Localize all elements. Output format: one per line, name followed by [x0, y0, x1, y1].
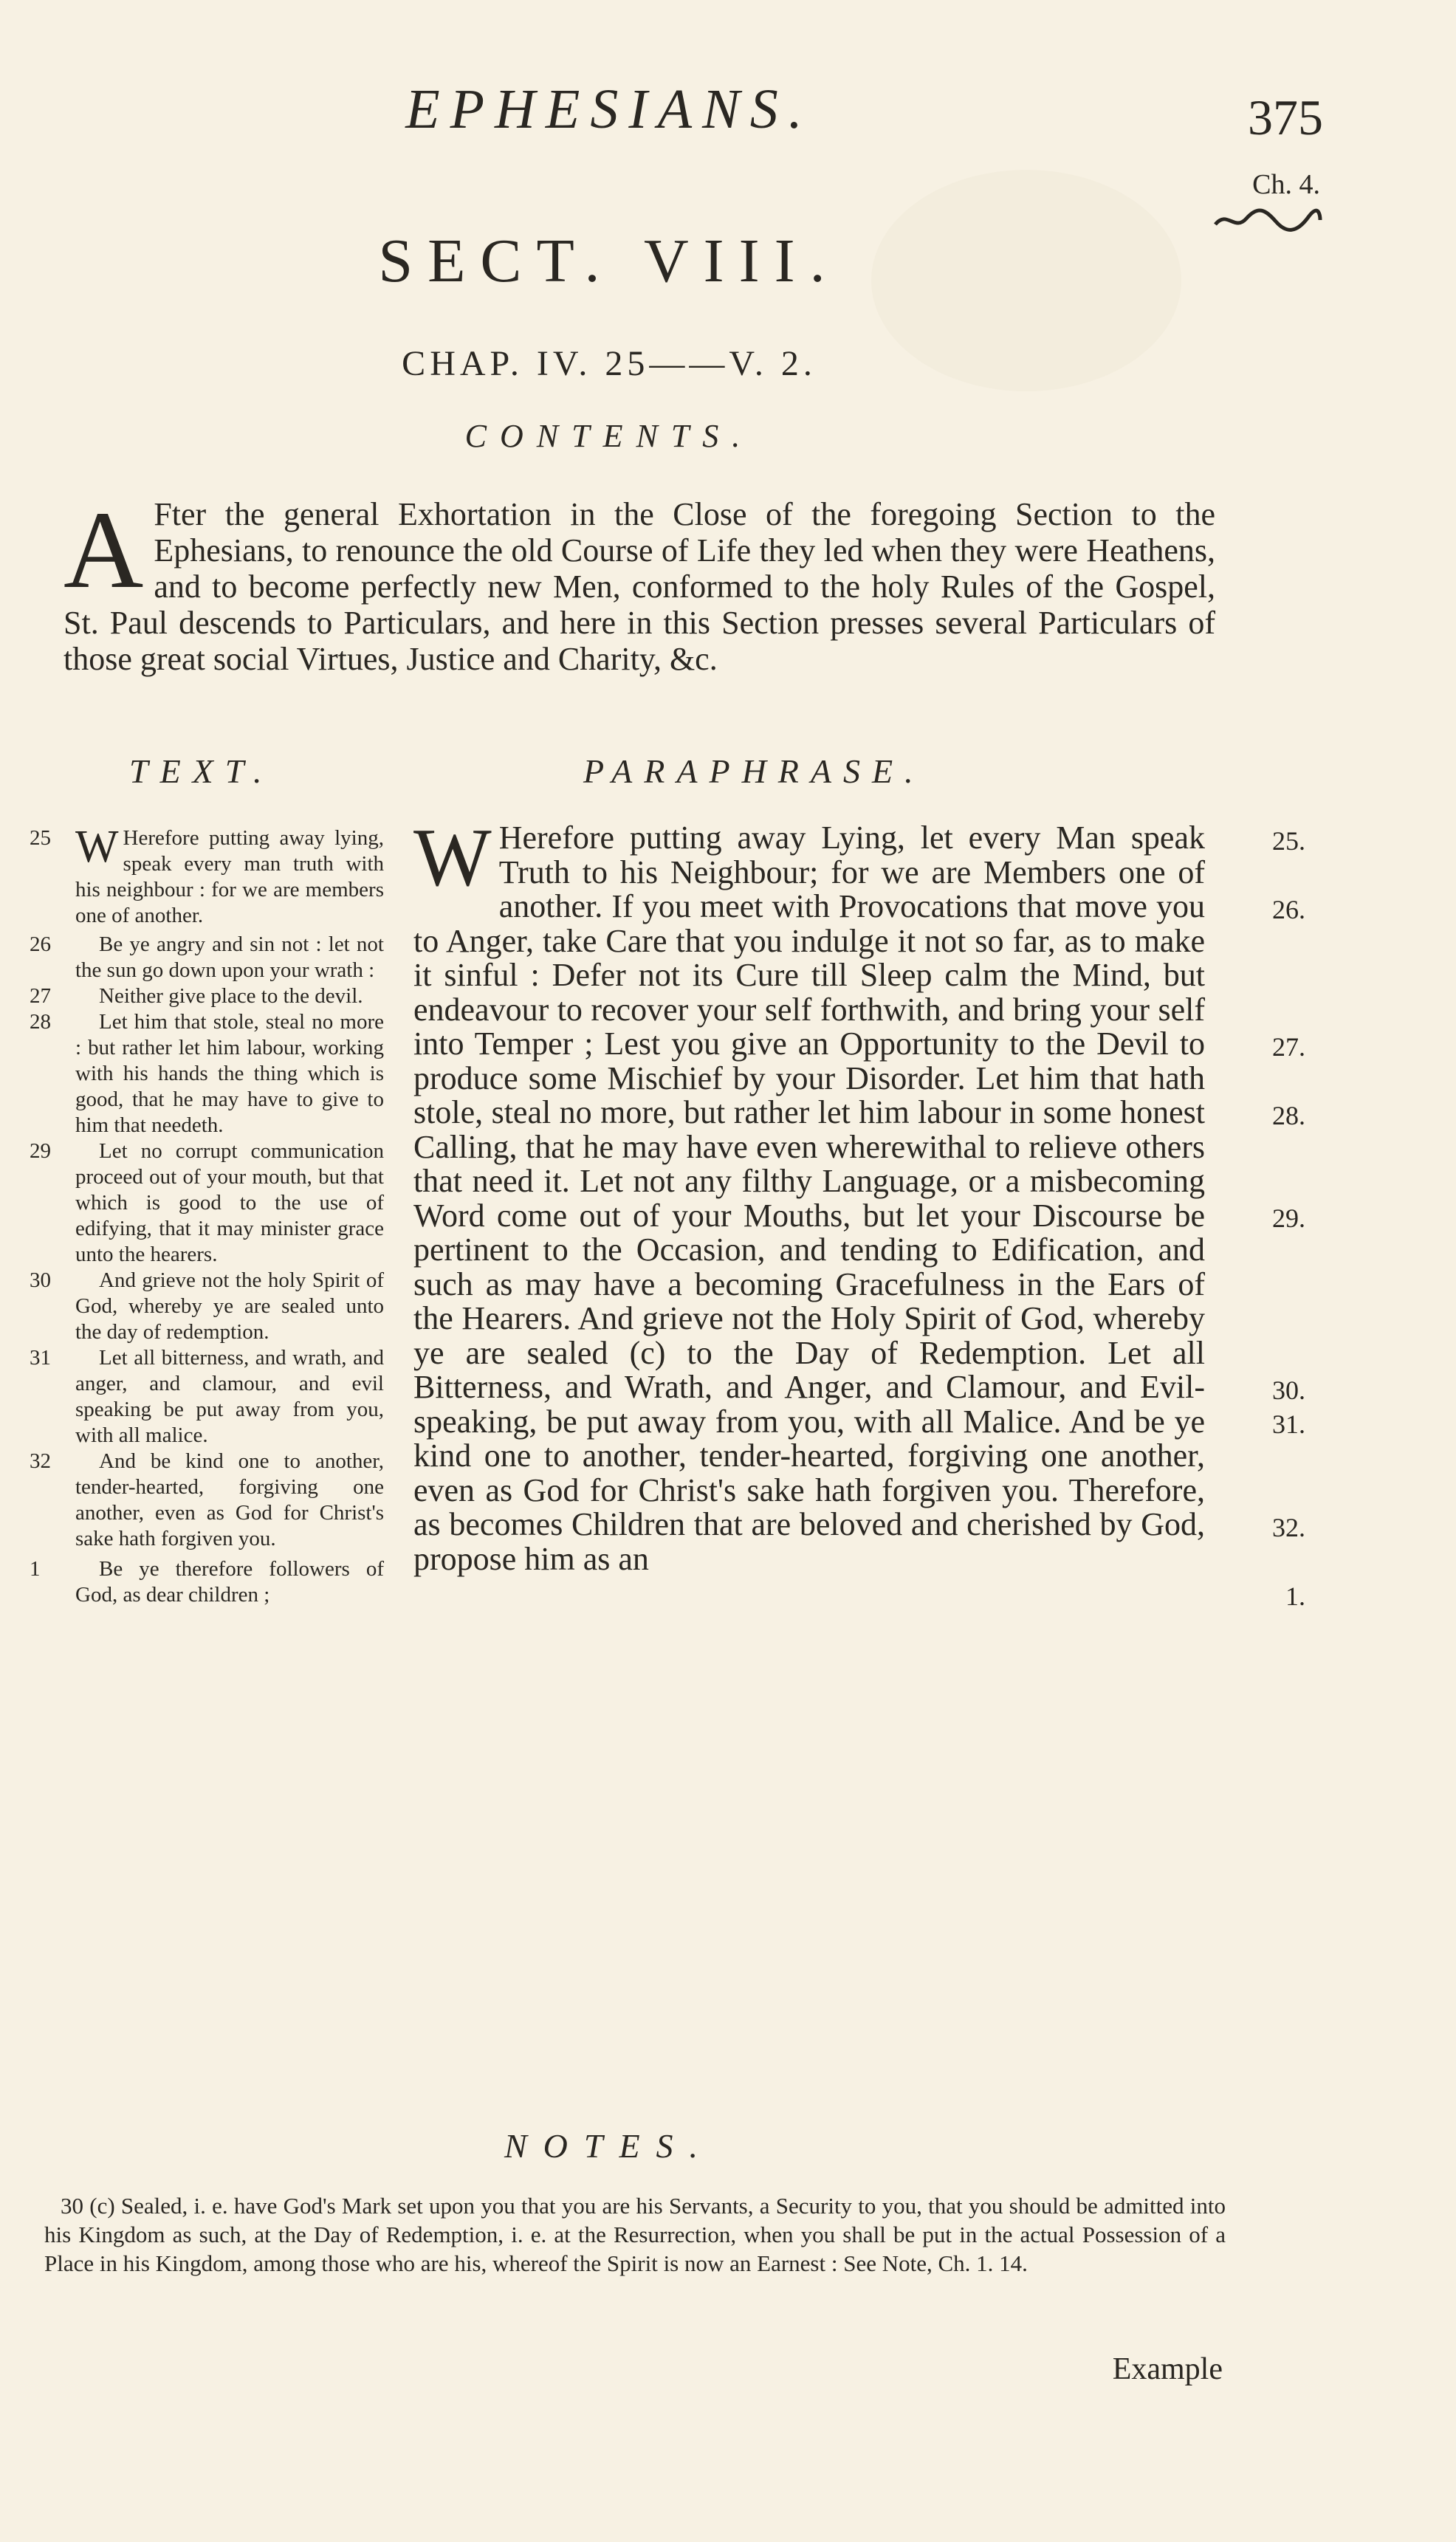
- verse-number: 31: [30, 1346, 51, 1370]
- verse-text: And grieve not the holy Spirit of God, whereby ye are sealed unto the day of redemption.: [75, 1268, 384, 1344]
- verse: [30, 1268, 384, 1345]
- page-number: 375: [1248, 89, 1323, 145]
- margin-verse-number: 31.: [1272, 1409, 1305, 1439]
- contents-dropcap: A: [63, 489, 144, 611]
- paraphrase-column-heading: PARAPHRASE.: [583, 752, 925, 790]
- verse: [30, 1449, 384, 1552]
- running-title: EPHESIANS.: [405, 78, 813, 140]
- margin-verse-number: 29.: [1272, 1203, 1305, 1233]
- paraphrase-column: [413, 812, 1205, 1577]
- catchword: Example: [1112, 2352, 1223, 2386]
- verse-text: Herefore putting away lying, speak every man truth with his neighbour : for we are members one of another.: [75, 826, 384, 927]
- notes-heading: NOTES.: [504, 2127, 715, 2165]
- margin-verse-number: 32.: [1272, 1513, 1305, 1542]
- verse-text: And be kind one to another, tender-hearted, forgiving one another, even as God for Christ's sake hath forgiven you.: [75, 1449, 384, 1550]
- verse-text: Be ye therefore followers of God, as dear children ;: [75, 1557, 384, 1607]
- footnote-c: 30 (c) Sealed, i. e. have God's Mark set upon you that you are his Servants, a Security to you, that you should be admitted into his Kingdom as such, at the Day of Redemption, i. e. at the Resurrection, when you shall be put in the actual Possession of a Place in his Kingdom, among those who are his, whereof the Spirit is now an Earnest : See Note, Ch. 1. 14.: [44, 2193, 1226, 2276]
- verse-text: Neither give place to the devil.: [99, 984, 363, 1008]
- verse-number: 1: [30, 1557, 41, 1581]
- verse-number: 32: [30, 1449, 51, 1473]
- verse-number: 29: [30, 1139, 51, 1163]
- section-title: SECT. VIII.: [378, 227, 840, 295]
- verse: [30, 932, 384, 983]
- verse: [30, 1345, 384, 1449]
- verse: [30, 822, 384, 929]
- verse-text: Let no corrupt communication proceed out of your mouth, but that which is good to the use of edifying, that it may minister grace unto the hearers.: [75, 1139, 384, 1266]
- margin-verse-number: 26.: [1272, 895, 1305, 924]
- verse: [30, 1556, 384, 1608]
- contents-heading: CONTENTS.: [464, 418, 754, 454]
- contents-summary: [63, 489, 1215, 677]
- verse-number: 28: [30, 1010, 51, 1034]
- paraphrase-dropcap: W: [413, 812, 492, 904]
- verse-text: Be ye angry and sin not : let not the sun go down upon your wrath :: [75, 932, 384, 982]
- verse-number: 27: [30, 984, 51, 1008]
- margin-verse-number: 25.: [1272, 826, 1305, 856]
- verse-number: 30: [30, 1268, 51, 1292]
- paraphrase-text: Herefore putting away Lying, let every Man speak Truth to his Neighbour; for we are Members one of another. If you meet with Provocations that move you to Anger, take Care that you indulge it not so far, as to make it sinful : Defer not its Cure till Sleep calm the Mind, but endeavour to recover your self forthwith, and bring your self into Temper ; Lest you give an Opportunity to the Devil to produce some Mischief by your Disorder. Let him that hath stole, steal no more, but rather let him labour in some honest Calling, that he may have even wherewithal to relieve others that need it. Let not any filthy Language, or a misbecoming Word come out of your Mouths, but let your Discourse be pertinent to the Occasion, and tending to Edification, and such as may have a becoming Gracefulness in the Ears of the Hearers. And grieve not the Holy Spirit of God, whereby ye are sealed (c) to the Day of Redemption. Let all Bitterness, and Wrath, and Anger, and Clamour, and Evil-speaking, be put away from you, with all Malice. And be ye kind one to another, tender-hearted, forgiving one another, even as God for Christ's sake hath forgiven you. Therefore, as becomes Children that are beloved and cherished by God, propose him as an: [413, 820, 1205, 1577]
- verse-number: 26: [30, 932, 51, 956]
- verse-text: Let all bitterness, and wrath, and anger, and clamour, and evil speaking be put away from you, with all malice.: [75, 1346, 384, 1447]
- verse: [30, 1138, 384, 1268]
- chapter-reference: Ch. 4.: [1252, 169, 1320, 200]
- verse-number: 25: [30, 826, 51, 850]
- margin-verse-number: 1.: [1285, 1581, 1305, 1611]
- verse: [30, 983, 384, 1009]
- margin-verse-number: 30.: [1272, 1375, 1305, 1405]
- contents-text: Fter the general Exhortation in the Close of the foregoing Section to the Ephesians, to renounce the old Course of Life they led when they were Heathens, and to become perfectly new Men, conformed to the holy Rules of the Gospel, St. Paul descends to Particulars, and here in this Section presses several Particulars of those great social Virtues, Justice and Charity, &c.: [63, 496, 1215, 677]
- verse: [30, 1009, 384, 1138]
- chapter-range: CHAP. IV. 25——V. 2.: [402, 344, 817, 383]
- text-column-heading: TEXT.: [129, 752, 274, 790]
- verse-dropcap: W: [75, 822, 119, 872]
- margin-verse-number: 27.: [1272, 1032, 1305, 1062]
- scripture-text-column: [30, 822, 384, 1608]
- verse-text: Let him that stole, steal no more : but rather let him labour, working with his hands the thing which is good, that he may have to give to him that needeth.: [75, 1010, 384, 1137]
- margin-verse-number: 28.: [1272, 1101, 1305, 1130]
- ornament-icon: [1212, 205, 1323, 235]
